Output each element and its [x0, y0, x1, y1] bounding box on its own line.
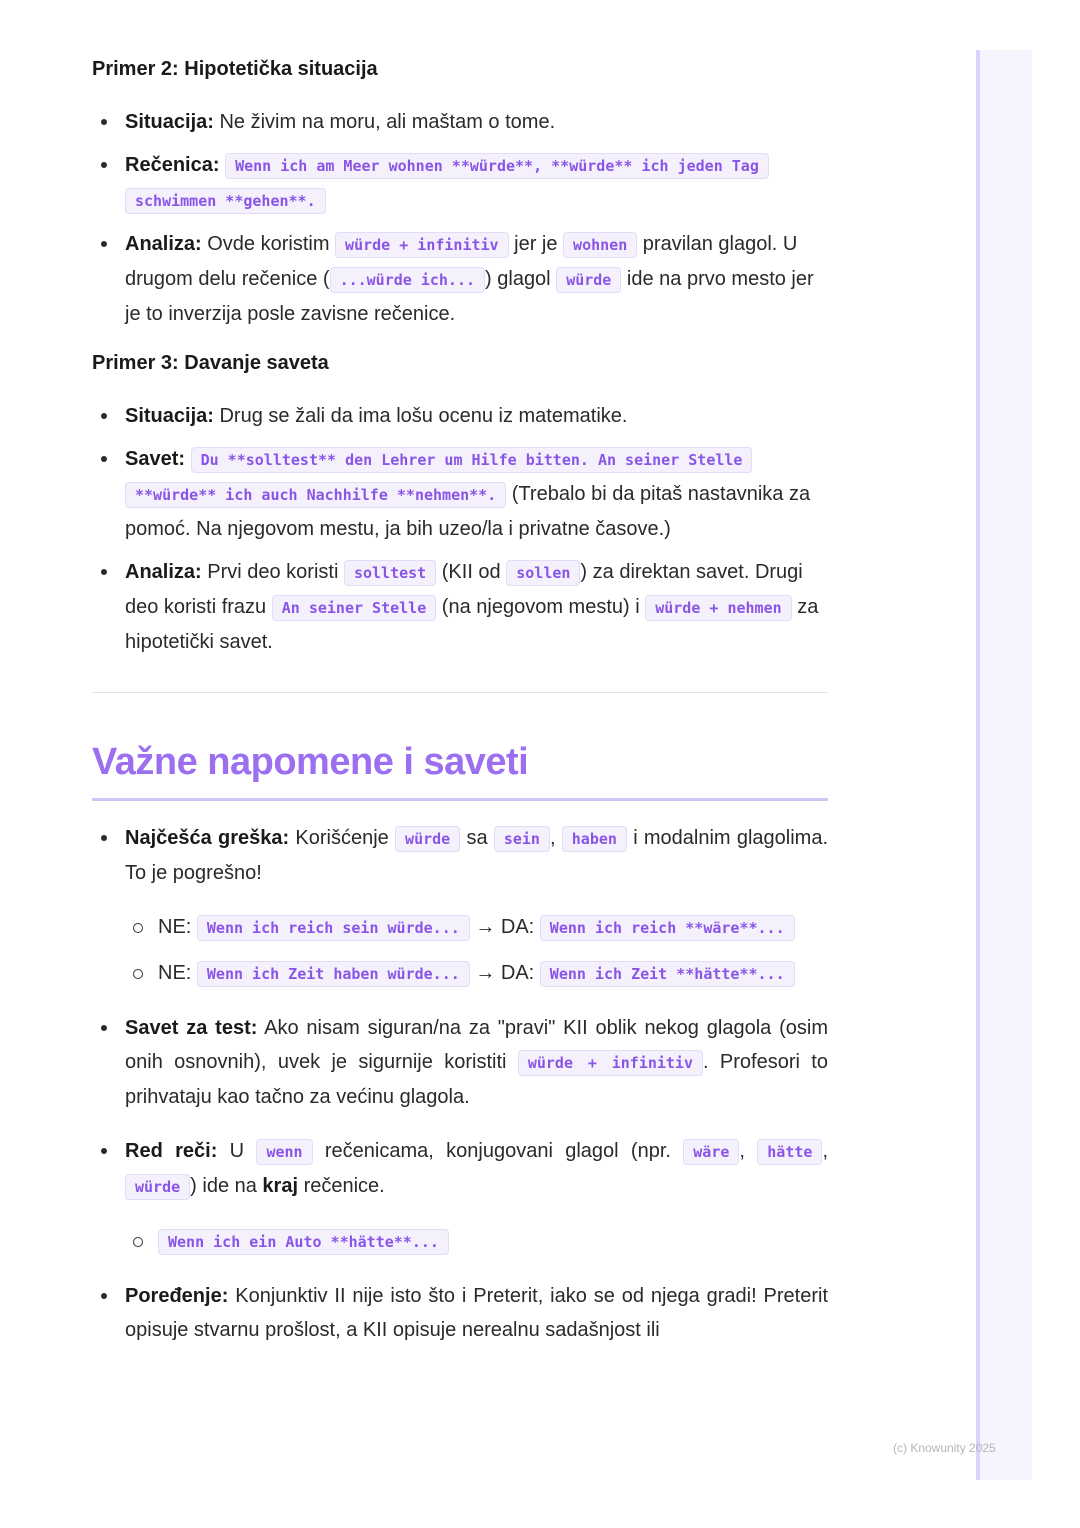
- label: Rečenica:: [125, 154, 220, 176]
- label: Savet:: [125, 448, 186, 470]
- example-3-analysis: [92, 555, 828, 659]
- notes-heading: Važne napomene i saveti: [92, 741, 529, 783]
- example-2-sentence: [92, 148, 828, 218]
- text: . Profesori to prihvataju kao tačno za većinu glagola.: [125, 1051, 828, 1108]
- text: ide na prvo mesto jer je to inverzija posle zavisne rečenice.: [125, 268, 814, 325]
- da-label: → DA:: [469, 916, 540, 938]
- code: Wenn ich ein Auto **hätte**...: [158, 1229, 449, 1255]
- code: würde + infinitiv: [518, 1050, 703, 1076]
- example-3-list: [92, 399, 828, 659]
- code: würde: [125, 1174, 190, 1200]
- word-order-examples: [125, 1224, 828, 1259]
- example-2-analysis: [92, 227, 828, 331]
- example-2-situation: [92, 105, 828, 139]
- text: jer je: [508, 233, 564, 255]
- text: Ne živim na moru, ali maštam o tome.: [213, 111, 556, 133]
- watermark: (c) Knowunity 2025: [893, 1441, 996, 1455]
- right-form: Wenn ich Zeit **hätte**...: [540, 961, 795, 987]
- code: wenn: [256, 1139, 312, 1165]
- text: pravilan glagol. U drugom delu rečenice (: [125, 233, 798, 290]
- note-common-mistake: [92, 821, 828, 991]
- label: Situacija:: [125, 405, 214, 427]
- word-order-example: [125, 1224, 828, 1259]
- notes-list: [92, 821, 828, 1347]
- code: wohnen: [563, 232, 637, 258]
- ne-label: NE:: [158, 916, 197, 938]
- page-side-panel: [976, 50, 1032, 1480]
- text: Prvi deo koristi: [201, 561, 344, 583]
- text: za hipotetički savet.: [125, 596, 819, 653]
- text: ) ide na: [190, 1175, 263, 1197]
- text: rečenicama, konjugovani glagol (npr.: [312, 1140, 684, 1162]
- text: sa: [460, 827, 494, 849]
- text: Korišćenje: [289, 827, 396, 849]
- code: würde: [556, 267, 621, 293]
- label: Analiza:: [125, 561, 202, 583]
- ne-label: NE:: [158, 962, 197, 984]
- code: An seiner Stelle: [272, 595, 437, 621]
- code: wäre: [683, 1139, 739, 1165]
- label: Poređenje:: [125, 1285, 229, 1307]
- code: hätte: [757, 1139, 822, 1165]
- example-2-heading: Primer 2: Hipotetička situacija: [92, 58, 378, 80]
- text: (na njegovom mestu) i: [436, 596, 646, 618]
- text: (KII od: [436, 561, 507, 583]
- section-divider: [92, 692, 828, 693]
- code: würde: [395, 826, 460, 852]
- bold-word: kraj: [262, 1175, 299, 1197]
- german-code: Wenn ich am Meer wohnen **würde**, **würde** ich jeden Tag schwimmen **gehen**.: [125, 153, 769, 214]
- heading-underline: [92, 798, 828, 801]
- code: sollen: [506, 560, 580, 586]
- label: Savet za test:: [125, 1017, 258, 1039]
- text: ,: [549, 827, 562, 849]
- german-code: Du **solltest** den Lehrer um Hilfe bitten. An seiner Stelle **würde** ich auch Nachhilfe **nehmen**.: [125, 447, 752, 508]
- code: würde + nehmen: [645, 595, 791, 621]
- text: rečenice.: [298, 1175, 385, 1197]
- text: Drug se žali da ima lošu ocenu iz matematike.: [213, 405, 628, 427]
- code: sein: [494, 826, 550, 852]
- example-2-list: [92, 105, 828, 331]
- code: solltest: [344, 560, 436, 586]
- mistake-example: [125, 910, 828, 945]
- label: Red reči:: [125, 1140, 218, 1162]
- wrong-form: Wenn ich reich sein würde...: [197, 915, 470, 941]
- text: (Trebalo bi da pitaš nastavnika za pomoć. Na njegovom mestu, ja bih uzeo/la i privatne časove.): [125, 483, 811, 540]
- mistake-example: [125, 956, 828, 991]
- note-test-tip: [92, 1011, 828, 1114]
- note-comparison: [92, 1279, 828, 1347]
- text: ,: [822, 1140, 828, 1162]
- label: Analiza:: [125, 233, 202, 255]
- code: würde + infinitiv: [335, 232, 509, 258]
- text: Ovde koristim: [201, 233, 336, 255]
- label: Najčešća greška:: [125, 827, 290, 849]
- text: ) glagol: [485, 268, 557, 290]
- code: haben: [562, 826, 627, 852]
- note-word-order: [92, 1134, 828, 1259]
- text: ,: [739, 1140, 758, 1162]
- mistake-examples: [125, 910, 828, 991]
- example-3-heading: Primer 3: Davanje saveta: [92, 352, 329, 374]
- label: Situacija:: [125, 111, 214, 133]
- text: i modalnim glagolima. To je pogrešno!: [125, 827, 828, 884]
- document-content: [92, 50, 828, 1347]
- wrong-form: Wenn ich Zeit haben würde...: [197, 961, 470, 987]
- code: ...würde ich...: [330, 267, 485, 293]
- da-label: → DA:: [469, 962, 540, 984]
- example-3-situation: [92, 399, 828, 433]
- example-3-advice: [92, 442, 828, 546]
- text: Ako nisam siguran/na za "pravi" KII oblik nekog glagola (osim onih osnovnih), uvek je sigurnije koristiti: [125, 1017, 828, 1073]
- text: Konjunktiv II nije isto što i Preterit, iako se od njega gradi! Preterit opisuje stvarnu prošlost, a KII opisuje nerealnu sadašnjost ili: [125, 1285, 828, 1341]
- right-form: Wenn ich reich **wäre**...: [540, 915, 795, 941]
- text: U: [217, 1140, 257, 1162]
- text: ) za direktan savet. Drugi deo koristi frazu: [125, 561, 803, 618]
